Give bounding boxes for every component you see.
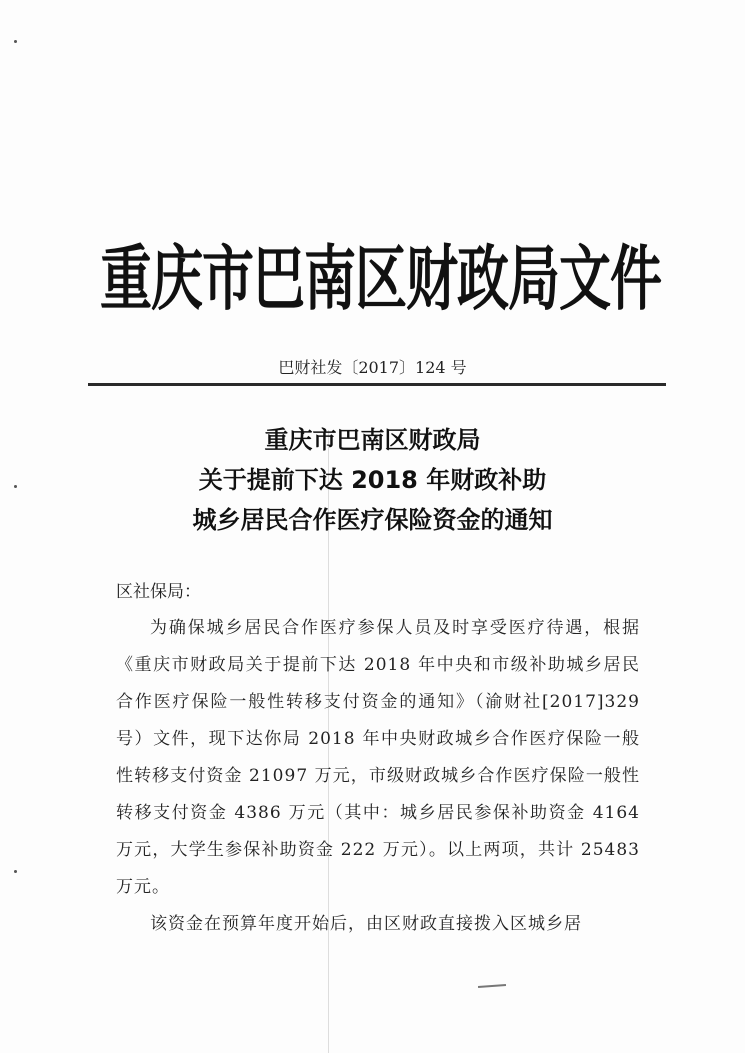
notice-title-line: 城乡居民合作医疗保险资金的通知 xyxy=(192,506,553,534)
salutation: 区社保局： xyxy=(116,582,201,602)
body-text xyxy=(116,610,640,943)
notice-title-line: 重庆市巴南区财政局 xyxy=(264,426,481,454)
document-number: 巴财社发〔2017〕124 号 xyxy=(278,358,467,377)
header-divider xyxy=(88,383,666,386)
scan-pen-mark xyxy=(478,984,506,988)
scan-artifact xyxy=(14,40,17,43)
body-paragraph: 为确保城乡居民合作医疗参保人员及时享受医疗待遇，根据《重庆市财政局关于提前下达 2018 年中央和市级补助城乡居民合作医疗保险一般性转移支付资金的通知》（渝财社[2017]329 号）文件，现下达你局 2018 年中央财政城乡合作医疗保险一般性转移支付资金 21097 万元，市级财政城乡合作医疗保险一般性转移支付资金 4386 万元（其中：城乡居民参保补助资金 4164 万元，大学生参保补助资金 222 万元）。以上两项，共计 25483 万元。 xyxy=(116,618,640,897)
scan-artifact xyxy=(14,870,17,873)
notice-title-line: 关于提前下达 2018 年财政补助 xyxy=(198,466,547,494)
issuer-header-title: 重庆市巴南区财政局文件 xyxy=(100,239,662,321)
body-paragraph: 该资金在预算年度开始后，由区财政直接拨入区城乡居 xyxy=(150,914,582,934)
notice-title xyxy=(0,420,745,540)
